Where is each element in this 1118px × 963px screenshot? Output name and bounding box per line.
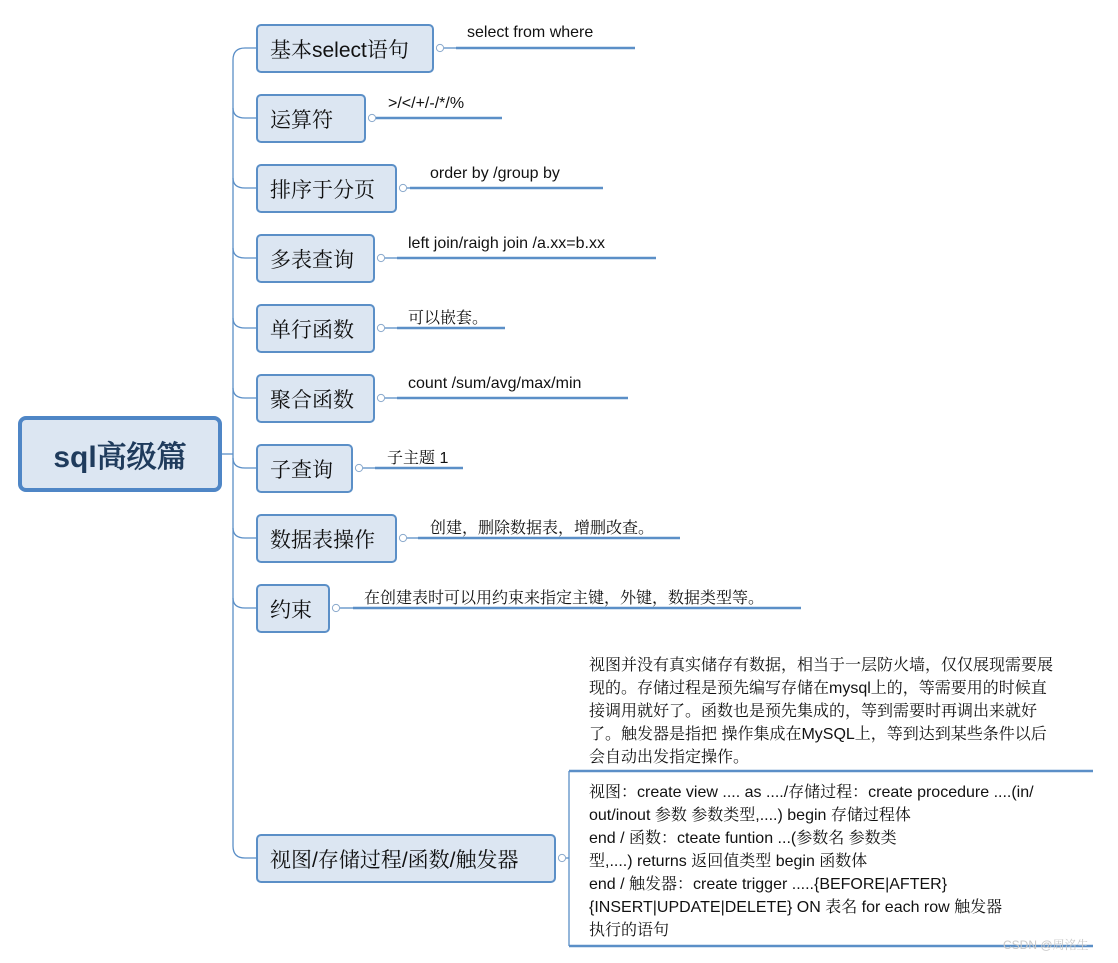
- note-line: 了。触发器是指把 操作集成在MySQL上，等到达到某些条件以后: [589, 726, 1047, 743]
- branch-single-row-functions[interactable]: [256, 304, 375, 353]
- branch-connector: [233, 178, 256, 188]
- leaf-operators[interactable]: >/</+/-/*/%: [388, 95, 465, 112]
- leaf-single-row-functions[interactable]: 可以嵌套。: [408, 310, 489, 327]
- note-line: 执行的语句: [589, 922, 670, 939]
- collapse-circle: [355, 464, 362, 471]
- note-line: 会自动出发指定操作。: [589, 749, 750, 766]
- note-line: out/inout 参数 参数类型,....) begin 存储过程体: [589, 807, 911, 824]
- leaf-aggregate-functions[interactable]: count /sum/avg/max/min: [408, 375, 582, 392]
- branch-label: 多表查询: [270, 248, 354, 272]
- collapse-circle: [368, 114, 375, 121]
- branch-connector: [233, 48, 256, 60]
- collapse-circle: [558, 854, 565, 861]
- collapse-circle: [377, 324, 384, 331]
- branch-constraints[interactable]: [256, 584, 330, 633]
- branch-basic-select[interactable]: [256, 24, 434, 73]
- branch-connector: [233, 388, 256, 398]
- branch-aggregate-functions[interactable]: [256, 374, 375, 423]
- branch-operators[interactable]: [256, 94, 366, 143]
- branch-label: 排序于分页: [270, 178, 375, 202]
- branch-connector: [233, 598, 256, 608]
- note-line: 视图并没有真实储存有数据，相当于一层防火墙，仅仅展现需要展: [589, 657, 1054, 674]
- branch-label: 约束: [270, 598, 312, 622]
- collapse-circle: [399, 534, 406, 541]
- note-syntax[interactable]: [589, 781, 1034, 942]
- leaf-constraints[interactable]: 在创建表时可以用约束来指定主键，外键，数据类型等。: [364, 590, 765, 607]
- branch-connector: [233, 458, 256, 468]
- note-line: end / 触发器：create trigger .....{BEFORE|AFTER}: [589, 876, 948, 893]
- branch-table-operations[interactable]: [256, 514, 397, 563]
- collapse-circle: [332, 604, 339, 611]
- root-label: sql高级篇: [53, 441, 187, 474]
- root-node[interactable]: [18, 416, 222, 492]
- branch-label: 聚合函数: [270, 388, 354, 412]
- branch-connector: [233, 248, 256, 258]
- leaf-subquery[interactable]: 子主题 1: [387, 450, 449, 467]
- branch-subquery[interactable]: [256, 444, 353, 493]
- branch-label: 单行函数: [270, 318, 354, 342]
- note-line: 型,....) returns 返回值类型 begin 函数体: [589, 853, 868, 870]
- note-line: 视图：create view .... as ..../存储过程：create procedure ....(in/: [589, 784, 1034, 801]
- watermark: CSDN @周洺生: [1003, 938, 1089, 952]
- collapse-circle: [436, 44, 443, 51]
- leaf-table-operations[interactable]: 创建，删除数据表，增删改查。: [430, 520, 655, 537]
- note-line: 现的。存储过程是预先编写存储在mysql上的，等需要用的时候直: [589, 680, 1047, 697]
- leaf-basic-select[interactable]: select from where: [467, 24, 594, 41]
- branch-label: 视图/存储过程/函数/触发器: [270, 848, 519, 872]
- note-line: end / 函数：cteate funtion ...(参数名 参数类: [589, 830, 897, 847]
- branch-connector: [233, 318, 256, 328]
- note-line: 接调用就好了。函数也是预先集成的，等到需要时再调出来就好: [589, 703, 1038, 720]
- collapse-circle: [377, 254, 384, 261]
- collapse-circle: [399, 184, 406, 191]
- note-line: {INSERT|UPDATE|DELETE} ON 表名 for each row 触发器: [589, 899, 1003, 916]
- branch-connector: [233, 528, 256, 538]
- leaf-sorting-paging[interactable]: order by /group by: [430, 165, 560, 182]
- leaf-multi-table-query[interactable]: left join/raigh join /a.xx=b.xx: [408, 235, 605, 252]
- branch-sorting-paging[interactable]: [256, 164, 397, 213]
- branch-label: 基本select语句: [270, 38, 409, 62]
- note-description[interactable]: [589, 654, 1053, 769]
- branch-connector: [233, 108, 256, 118]
- branch-label: 运算符: [270, 108, 333, 132]
- branch-connector: [233, 846, 256, 858]
- collapse-circle: [377, 394, 384, 401]
- branch-multi-table-query[interactable]: [256, 234, 375, 283]
- branch-views-procedures-functions-triggers[interactable]: [256, 834, 556, 883]
- branch-label: 数据表操作: [270, 528, 375, 552]
- branch-label: 子查询: [270, 458, 333, 482]
